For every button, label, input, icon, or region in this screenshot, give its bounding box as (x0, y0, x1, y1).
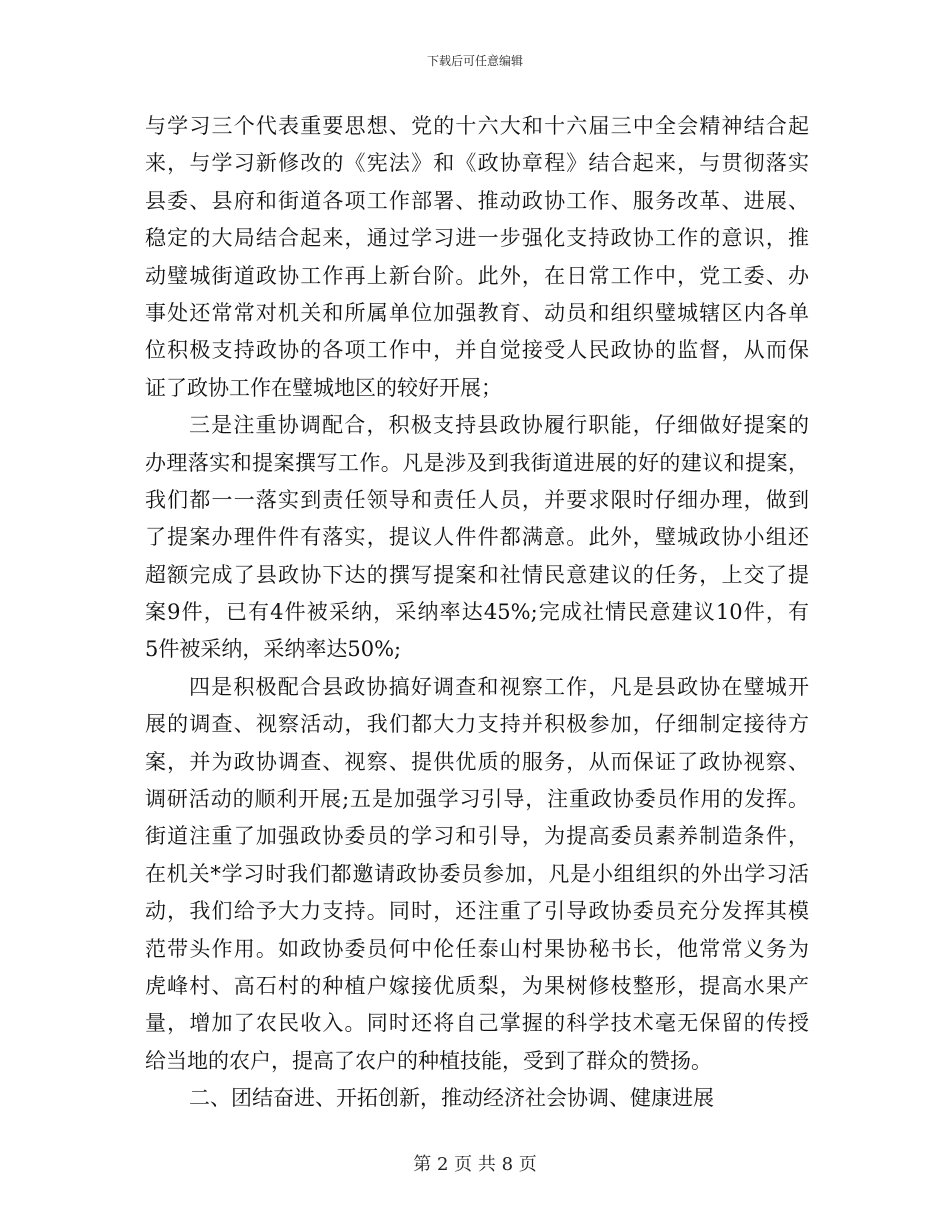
text-line: 超额完成了县政协下达的撰写提案和社情民意建议的任务，上交了提 (145, 562, 809, 587)
text-line: 位积极支持政协的各项工作中，并自觉接受人民政协的监督，从而保 (145, 338, 809, 363)
page-header-note: 下载后可任意编辑 (426, 54, 523, 68)
text-line: 调研活动的顺利开展;五是加强学习引导，注重政协委员作用的发挥。 (145, 787, 809, 812)
text-line: 案，并为政协调查、视察、提供优质的服务，从而保证了政协视察、 (145, 749, 809, 774)
text-line: 我们都一一落实到责任领导和责任人员，并要求限时仔细办理，做到 (145, 487, 809, 512)
text-line: 展的调查、视察活动，我们都大力支持并积极参加，仔细制定接待方 (145, 712, 809, 737)
paragraph-start-line: 四是积极配合县政协搞好调查和视察工作，凡是县政协在璧城开 (189, 674, 809, 699)
paragraph-start-line: 三是注重协调配合，积极支持县政协履行职能，仔细做好提案的 (189, 413, 809, 438)
text-line: 动，我们给予大力支持。同时，还注重了引导政协委员充分发挥其模 (145, 899, 809, 924)
text-line: 5件被采纳，采纳率达50%; (145, 637, 402, 662)
text-line: 与学习三个代表重要思想、党的十六大和十六届三中全会精神结合起 (145, 114, 809, 138)
text-line: 稳定的大局结合起来，通过学习进一步强化支持政协工作的意识，推 (145, 226, 809, 251)
text-line: 案9件，已有4件被采纳，采纳率达45%;完成社情民意建议10件，有 (145, 600, 809, 625)
text-line: 动璧城街道政协工作再上新台阶。此外，在日常工作中，党工委、办 (145, 263, 809, 288)
text-line: 虎峰村、高石村的种植户嫁接优质梨，为果树修枝整形，提高水果产 (145, 973, 809, 998)
text-line: 县委、县府和街道各项工作部署、推动政协工作、服务改革、进展、 (145, 188, 809, 213)
text-line: 给当地的农户，提高了农户的种植技能，受到了群众的赞扬。 (145, 1048, 712, 1073)
text-line: 街道注重了加强政协委员的学习和引导，为提高委员素养制造条件， (145, 824, 809, 849)
text-line: 来，与学习新修改的《宪法》和《政协章程》结合起来，与贯彻落实 (145, 151, 809, 176)
document-body (145, 108, 809, 1118)
text-line: 事处还常常对机关和所属单位加强教育、动员和组织璧城辖区内各单 (145, 300, 809, 325)
text-line: 了提案办理件件有落实，提议人件件都满意。此外，璧城政协小组还 (145, 525, 809, 550)
text-line: 证了政协工作在璧城地区的较好开展； (145, 375, 502, 400)
text-line: 量，增加了农民收入。同时还将自己掌握的科学技术毫无保留的传授 (145, 1011, 809, 1036)
text-line: 办理落实和提案撰写工作。凡是涉及到我街道进展的好的建议和提案， (145, 450, 809, 475)
text-line: 在机关*学习时我们都邀请政协委员参加，凡是小组组织的外出学习活 (145, 861, 809, 886)
text-line: 范带头作用。如政协委员何中伦任泰山村果协秘书长，他常常义务为 (145, 936, 809, 961)
page-number: 第 2 页 共 8 页 (413, 1154, 537, 1175)
section-heading: 二、团结奋进、开拓创新，推动经济社会协调、健康进展 (189, 1086, 714, 1111)
